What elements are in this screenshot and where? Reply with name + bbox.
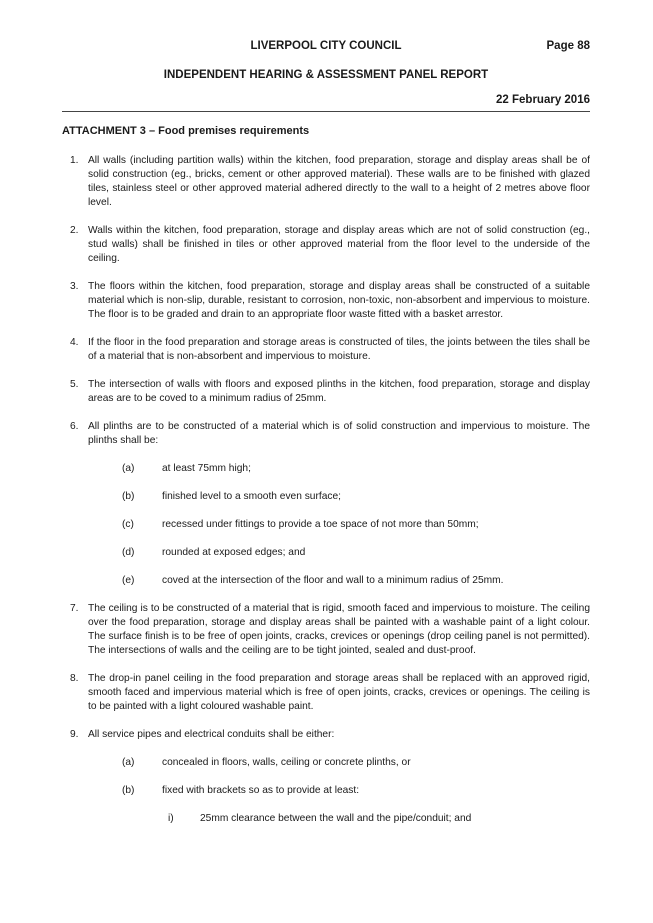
sub-sub-item-label: i) [168,813,174,824]
sub-item-text: rounded at exposed edges; and [162,547,306,558]
item-text: The drop-in panel ceiling in the food preparation and storage areas shall be replaced with an approved rigid, smooth faced and impervious material which is free of open joints, cracks, crevices or openings. The ceiling is to be painted with a light coloured washable paint. [88,673,590,712]
sub-item [88,462,590,476]
sub-item-label: (c) [122,519,134,530]
requirements-list [62,154,590,840]
item-text: All service pipes and electrical conduits shall be either: [88,729,335,740]
list-item [62,336,590,364]
sub-item-label: (b) [122,491,135,502]
list-item [62,602,590,658]
sub-item-text: at least 75mm high; [162,463,251,474]
council-name: LIVERPOOL CITY COUNCIL [250,40,402,52]
item-number: 2. [70,225,79,236]
page-number: Page 88 [546,40,590,52]
sub-item [88,490,590,504]
header-divider [62,111,590,112]
list-item [62,224,590,266]
sub-sub-item-text: 25mm clearance between the wall and the pipe/conduit; and [200,813,472,824]
item-number: 1. [70,155,79,166]
item-text: All plinths are to be constructed of a material which is of solid construction and impervious to moisture. The plinths shall be: [88,421,590,446]
list-item [62,378,590,406]
item-text: If the floor in the food preparation and storage areas is constructed of tiles, the joints between the tiles shall be of a material that is non-absorbent and impervious to moisture. [88,337,590,362]
sub-item-label: (b) [122,785,135,796]
list-item [62,280,590,322]
item-text: The intersection of walls with floors and exposed plinths in the kitchen, food preparation, storage and display areas are to be coved to a minimum radius of 25mm. [88,379,590,404]
item-text: The floors within the kitchen, food preparation, storage and display areas shall be constructed of a suitable material which is non-slip, durable, resistant to corrosion, non-toxic, non-absorbent and impervious to moisture. The floor is to be graded and drain to an appropriate floor waste fitted with a basket arrestor. [88,281,590,320]
sub-item-label: (a) [122,463,135,474]
item-number: 5. [70,379,79,390]
list-item [62,154,590,210]
sub-item [88,756,590,770]
item-text: All walls (including partition walls) within the kitchen, food preparation, storage and display areas shall be of solid construction (eg., bricks, cement or other approved material). These walls are to be finished with glazed tiles, stainless steel or other approved material adhered directly to the wall to a height of 2 metres above floor level. [88,155,590,208]
item-number: 6. [70,421,79,432]
sub-item-text: fixed with brackets so as to provide at least: [162,785,360,796]
item-number: 9. [70,729,79,740]
sub-item [88,784,590,798]
sub-item-text: coved at the intersection of the floor and wall to a minimum radius of 25mm. [162,575,504,586]
list-item [62,420,590,588]
item-text: Walls within the kitchen, food preparation, storage and display areas which are not of solid construction (eg., stud walls) shall be finished in tiles or other approved material from the floor level to the underside of the ceiling. [88,225,590,264]
item-number: 8. [70,673,79,684]
list-item [62,728,590,826]
item-number: 7. [70,603,79,614]
item-number: 4. [70,337,79,348]
report-date: 22 February 2016 [496,94,590,106]
sub-item [88,518,590,532]
sub-sub-item [88,812,590,826]
sub-item-text: concealed in floors, walls, ceiling or concrete plinths, or [162,757,411,768]
sub-item-text: finished level to a smooth even surface; [162,491,341,502]
item-text: The ceiling is to be constructed of a material that is rigid, smooth faced and impervious to moisture. The ceiling over the food preparation, storage and display areas shall be painted with a washable paint of a light colour. The surface finish is to be free of open joints, cracks, crevices or openings (drop ceiling panel is not permitted). The intersections of walls and the ceiling are to be tight jointed, sealed and dust-proof. [88,603,590,656]
attachment-title: ATTACHMENT 3 – Food premises requirements [62,125,310,137]
list-item [62,672,590,714]
header-row [62,40,590,56]
sub-item-label: (e) [122,575,135,586]
sub-item-text: recessed under fittings to provide a toe space of not more than 50mm; [162,519,479,530]
sub-item [88,574,590,588]
item-number: 3. [70,281,79,292]
sub-item-label: (d) [122,547,135,558]
sub-item-label: (a) [122,757,135,768]
sub-item [88,546,590,560]
report-title: INDEPENDENT HEARING & ASSESSMENT PANEL REPORT [163,69,489,81]
